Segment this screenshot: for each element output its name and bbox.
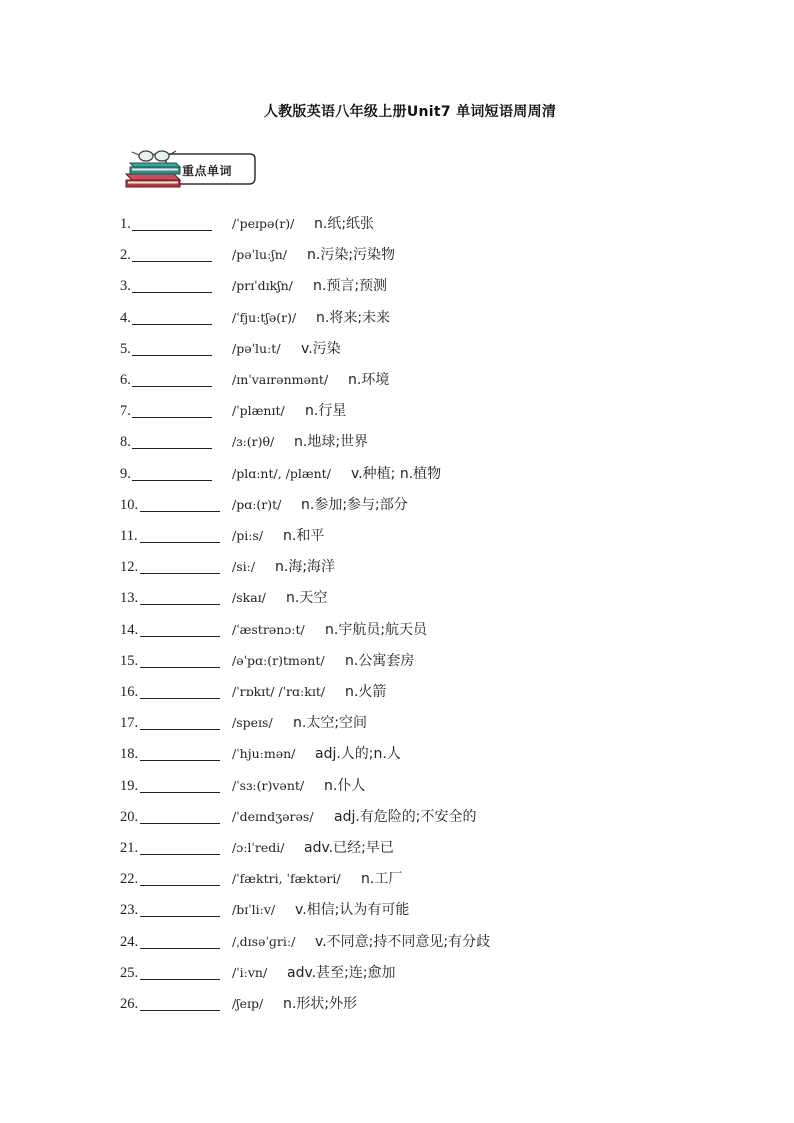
definition: n.天空 bbox=[286, 590, 328, 607]
phonetic: /plɑːnt/, /plænt/ bbox=[232, 465, 331, 481]
list-item bbox=[0, 711, 794, 735]
definition: v.相信;认为有可能 bbox=[295, 902, 410, 919]
item-number: 26. bbox=[120, 996, 139, 1012]
phonetic: /ˌdɪsəˈɡriː/ bbox=[232, 933, 296, 949]
list-item bbox=[0, 930, 794, 954]
phonetic: /piːs/ bbox=[232, 528, 264, 543]
answer-blank[interactable] bbox=[140, 979, 220, 980]
answer-blank[interactable] bbox=[140, 916, 220, 917]
list-item bbox=[0, 961, 794, 985]
phonetic: /speɪs/ bbox=[232, 715, 273, 731]
definition: n.太空;空间 bbox=[293, 715, 368, 732]
list-item bbox=[0, 399, 794, 423]
definition: n.海;海洋 bbox=[275, 559, 336, 576]
item-number: 22. bbox=[120, 871, 139, 888]
answer-blank[interactable] bbox=[140, 1010, 220, 1011]
item-number: 7. bbox=[120, 403, 131, 420]
phonetic: /pəˈluːʃn/ bbox=[232, 247, 287, 263]
phonetic: /ˈpeɪpə(r)/ bbox=[232, 216, 295, 231]
list-item bbox=[0, 274, 794, 298]
answer-blank[interactable] bbox=[132, 355, 212, 356]
item-number: 11. bbox=[120, 528, 138, 544]
item-number: 15. bbox=[120, 652, 139, 669]
list-item bbox=[0, 462, 794, 486]
item-number: 4. bbox=[120, 309, 131, 326]
definition: n.环境 bbox=[348, 372, 390, 388]
definition: adj.人的;n.人 bbox=[315, 746, 401, 763]
list-item bbox=[0, 805, 794, 829]
phonetic: /əˈpɑː(r)tmənt/ bbox=[232, 652, 325, 668]
answer-blank[interactable] bbox=[132, 230, 212, 231]
definition: n.参加;参与;部分 bbox=[301, 496, 408, 513]
definition: n.地球;世界 bbox=[294, 434, 369, 451]
list-item bbox=[0, 430, 794, 454]
item-number: 6. bbox=[120, 372, 131, 388]
answer-blank[interactable] bbox=[140, 604, 220, 605]
phonetic: /ɔːlˈredi/ bbox=[232, 840, 285, 855]
list-item bbox=[0, 212, 794, 236]
list-item bbox=[0, 680, 794, 704]
definition: n.火箭 bbox=[345, 684, 387, 700]
definition: n.宇航员;航天员 bbox=[325, 621, 428, 638]
list-item bbox=[0, 243, 794, 267]
item-number: 19. bbox=[120, 777, 139, 794]
definition: n.和平 bbox=[283, 528, 325, 544]
item-number: 25. bbox=[120, 964, 139, 981]
phonetic: /ˈdeɪndʒərəs/ bbox=[232, 808, 314, 824]
phonetic: /bɪˈliːv/ bbox=[232, 902, 276, 918]
phonetic: /ˈiːvn/ bbox=[232, 964, 268, 980]
answer-blank[interactable] bbox=[140, 885, 220, 886]
phonetic: /pɑː(r)t/ bbox=[232, 496, 282, 512]
phonetic: /ˈæstrənɔːt/ bbox=[232, 621, 305, 637]
definition: n.仆人 bbox=[324, 777, 366, 794]
phonetic: /ˈfjuːtʃə(r)/ bbox=[232, 309, 297, 325]
answer-blank[interactable] bbox=[140, 511, 220, 512]
item-number: 18. bbox=[120, 746, 139, 763]
definition: v.不同意;持不同意见;有分歧 bbox=[315, 933, 491, 950]
definition: v.种植; n.植物 bbox=[351, 465, 442, 482]
phonetic: /ˈhjuːmən/ bbox=[232, 746, 296, 762]
answer-blank[interactable] bbox=[132, 324, 212, 325]
answer-blank[interactable] bbox=[132, 480, 212, 481]
definition: n.行星 bbox=[305, 403, 347, 420]
definition: adv.已经;早已 bbox=[304, 840, 394, 856]
definition: adv.甚至;连;愈加 bbox=[287, 964, 396, 981]
item-number: 13. bbox=[120, 590, 139, 607]
answer-blank[interactable] bbox=[140, 698, 220, 699]
definition: n.污染;污染物 bbox=[307, 247, 396, 264]
answer-blank[interactable] bbox=[140, 792, 220, 793]
phonetic: /ɪnˈvaɪrənmənt/ bbox=[232, 372, 329, 387]
phonetic: /prɪˈdɪkʃn/ bbox=[232, 278, 293, 294]
item-number: 10. bbox=[120, 496, 139, 513]
answer-blank[interactable] bbox=[140, 948, 220, 949]
phonetic: /ˈplænɪt/ bbox=[232, 403, 285, 419]
answer-blank[interactable] bbox=[132, 448, 212, 449]
definition: n.形状;外形 bbox=[283, 996, 358, 1012]
definition: adj.有危险的;不安全的 bbox=[334, 808, 477, 825]
definition: n.公寓套房 bbox=[345, 652, 415, 669]
list-item bbox=[0, 586, 794, 610]
answer-blank[interactable] bbox=[132, 292, 212, 293]
item-number: 9. bbox=[120, 465, 131, 482]
answer-blank[interactable] bbox=[140, 760, 220, 761]
item-number: 24. bbox=[120, 933, 139, 950]
list-item bbox=[0, 524, 794, 548]
list-item bbox=[0, 306, 794, 330]
phonetic: /ʃeɪp/ bbox=[232, 996, 264, 1011]
answer-blank[interactable] bbox=[140, 854, 220, 855]
answer-blank[interactable] bbox=[140, 823, 220, 824]
item-number: 21. bbox=[120, 840, 139, 856]
list-item bbox=[0, 493, 794, 517]
answer-blank[interactable] bbox=[140, 636, 220, 637]
answer-blank[interactable] bbox=[140, 667, 220, 668]
item-number: 2. bbox=[120, 247, 131, 264]
phonetic: /skaɪ/ bbox=[232, 590, 266, 606]
section-label: 重点单词 bbox=[182, 164, 233, 178]
item-number: 8. bbox=[120, 434, 131, 451]
list-item bbox=[0, 836, 794, 860]
definition: n.预言;预测 bbox=[313, 278, 388, 295]
item-number: 5. bbox=[120, 340, 131, 357]
answer-blank[interactable] bbox=[140, 729, 220, 730]
answer-blank[interactable] bbox=[132, 386, 212, 387]
answer-blank[interactable] bbox=[132, 261, 212, 262]
phonetic: /ɜː(r)θ/ bbox=[232, 434, 275, 450]
item-number: 1. bbox=[120, 216, 131, 232]
list-item bbox=[0, 867, 794, 891]
phonetic: /siː/ bbox=[232, 559, 256, 575]
answer-blank[interactable] bbox=[140, 573, 220, 574]
phonetic: /ˈsɜː(r)vənt/ bbox=[232, 777, 305, 793]
item-number: 12. bbox=[120, 559, 139, 576]
list-item bbox=[0, 774, 794, 798]
list-item bbox=[0, 992, 794, 1016]
item-number: 17. bbox=[120, 715, 139, 732]
item-number: 23. bbox=[120, 902, 139, 919]
answer-blank[interactable] bbox=[132, 417, 212, 418]
item-number: 20. bbox=[120, 808, 139, 825]
phonetic: /ˈrɒkɪt/ /ˈrɑːkɪt/ bbox=[232, 684, 326, 699]
list-item bbox=[0, 649, 794, 673]
phonetic: /ˈfæktri, ˈfæktəri/ bbox=[232, 871, 341, 887]
definition: v.污染 bbox=[301, 340, 341, 357]
list-item bbox=[0, 368, 794, 392]
phonetic: /pəˈluːt/ bbox=[232, 340, 281, 356]
list-item bbox=[0, 337, 794, 361]
answer-blank[interactable] bbox=[140, 542, 220, 543]
item-number: 14. bbox=[120, 621, 139, 638]
item-number: 3. bbox=[120, 278, 131, 295]
item-number: 16. bbox=[120, 684, 139, 700]
page-title: 人教版英语八年级上册Unit7 单词短语周周清 bbox=[263, 104, 557, 120]
list-item bbox=[0, 618, 794, 642]
list-item bbox=[0, 555, 794, 579]
definition: n.将来;未来 bbox=[316, 309, 391, 326]
definition: n.纸;纸张 bbox=[314, 216, 375, 232]
definition: n.工厂 bbox=[361, 871, 403, 888]
list-item bbox=[0, 742, 794, 766]
list-item bbox=[0, 898, 794, 922]
